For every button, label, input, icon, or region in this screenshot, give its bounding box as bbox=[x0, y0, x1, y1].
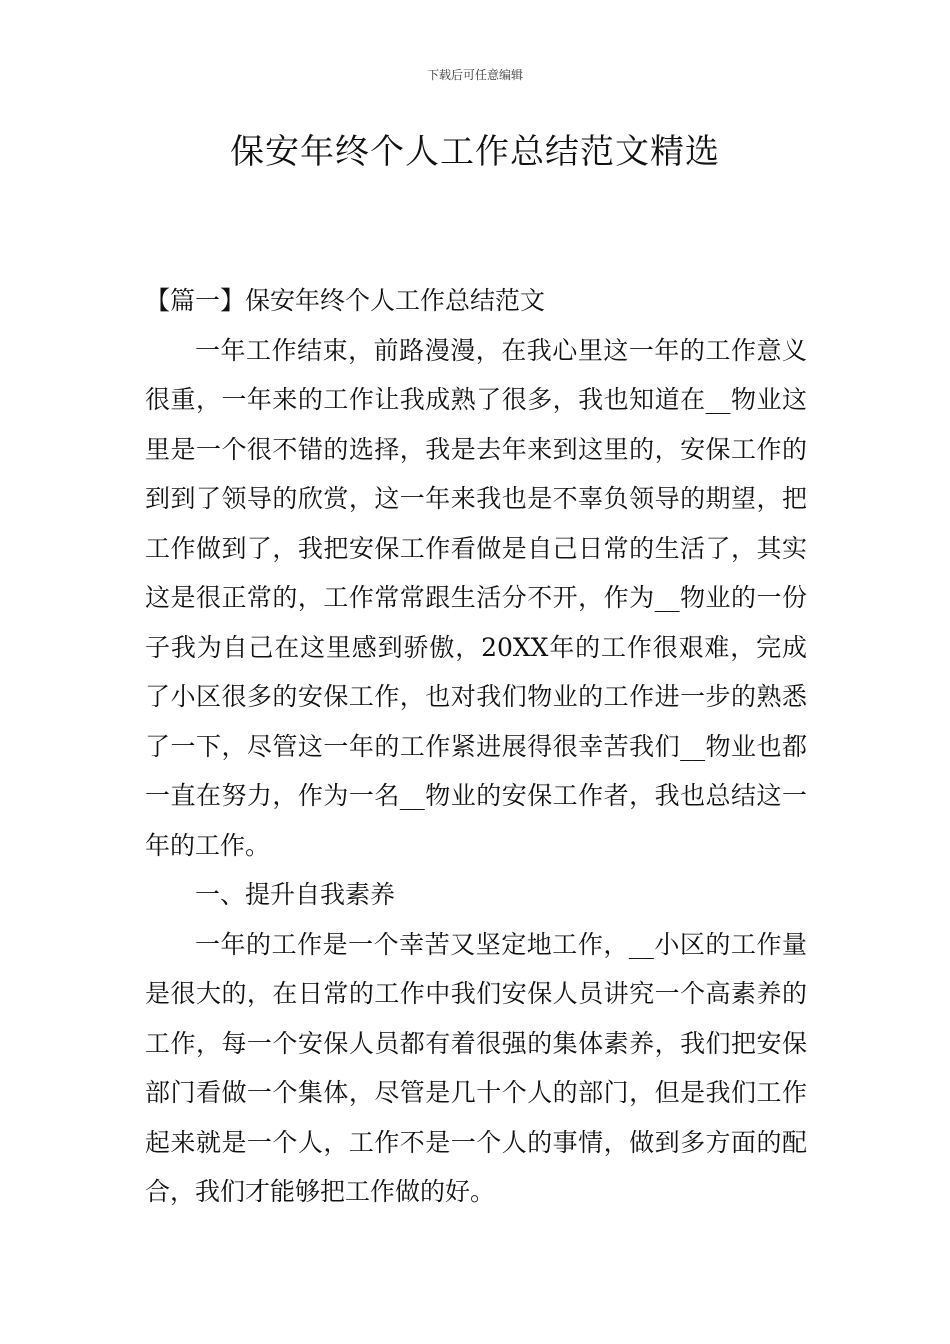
section-heading: 【篇一】保安年终个人工作总结范文 bbox=[145, 286, 546, 315]
header-note: 下载后可任意编辑 bbox=[426, 68, 523, 82]
body-paragraph: 一年的工作是一个幸苦又坚定地工作，__小区的工作量是很大的，在日常的工作中我们安保人员讲究一个高素养的工作，每一个安保人员都有着很强的集体素养，我们把安保部门看做一个集体，尽管是几十个人的部门，但是我们工作起来就是一个人，工作不是一个人的事情，做到多方面的配合，我们才能够把工作做的好。 bbox=[145, 929, 807, 1206]
document-body bbox=[145, 276, 807, 1217]
document-title: 保安年终个人工作总结范文精选 bbox=[230, 132, 720, 172]
subsection-heading: 一、提升自我素养 bbox=[195, 880, 396, 909]
body-paragraph: 一年工作结束，前路漫漫，在我心里这一年的工作意义很重，一年来的工作让我成熟了很多，我也知道在__物业这里是一个很不错的选择，我是去年来到这里的，安保工作的到到了领导的欣赏，这一年来我也是不辜负领导的期望，把工作做到了，我把安保工作看做是自己日常的生活了，其实这是很正常的，工作常常跟生活分不开，作为__物业的一份子我为自己在这里感到骄傲，20XX年的工作很艰难，完成了小区很多的安保工作，也对我们物业的工作进一步的熟悉了一下，尽管这一年的工作紧进展得很幸苦我们__物业也都一直在努力，作为一名__物业的安保工作者，我也总结这一年的工作。 bbox=[145, 335, 807, 860]
